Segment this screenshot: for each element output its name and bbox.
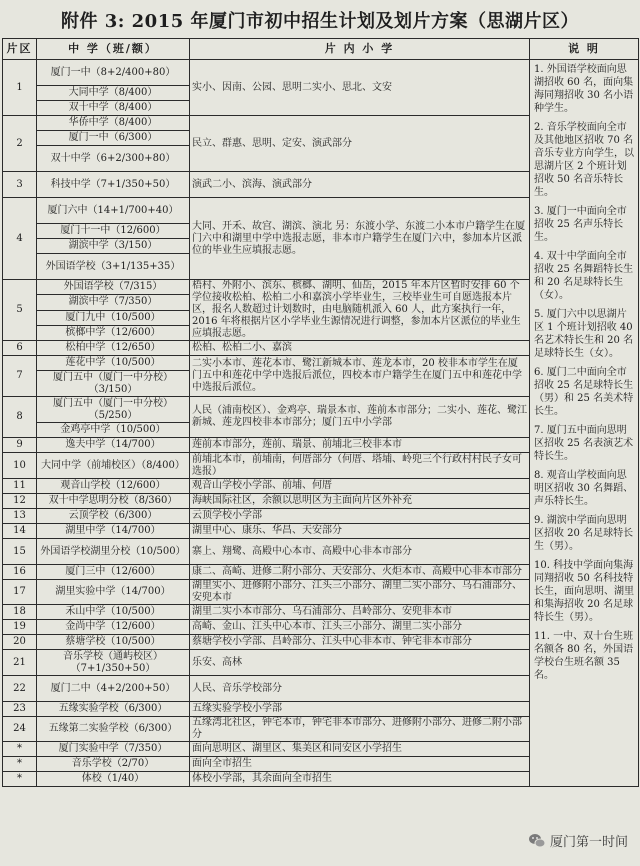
school-cell: 金尚中学（12/600） [37,620,190,635]
school-cell: 外国语学校湖里分校（10/500） [37,539,190,565]
school-cell: 湖里实验中学（14/700） [37,580,190,605]
school-cell: 厦门一中（6/300） [37,131,190,146]
school-cell: 观音山学校（12/600） [37,479,190,494]
school-cell: 科技中学（7+1/350+50） [37,172,190,198]
district-number: 20 [3,635,37,650]
district-number: 7 [3,356,37,397]
school-cell: 双十中学（8/400） [37,101,190,116]
school-cell: 厦门实验中学（7/350） [37,742,190,757]
district-number: 19 [3,620,37,635]
primary-area-cell: 大同、开禾、故宫、湖滨、演北 另：东渡小学、东渡二小本市户籍学生在厦门六中和湖里中学中选报志愿，非本市户籍学生在厦门六中，参加本片区派位的毕业生应填报志愿。 [190,198,530,280]
district-number: 18 [3,605,37,620]
district-number: 9 [3,438,37,453]
school-cell: 云顶学校（6/300） [37,509,190,524]
primary-area-cell: 莲前本市部分，莲前、瑞景、前埔北三校非本市 [190,438,530,453]
district-number: 11 [3,479,37,494]
school-cell: 逸夫中学（14/700） [37,438,190,453]
school-cell: 大同中学（8/400） [37,86,190,101]
note-item: 4. 双十中学面向全市招收 25 名舞蹈特长生和 20 名足球特长生（女）。 [534,251,634,301]
district-number: * [3,772,37,787]
primary-area-cell: 梧村、外附小、滨东、槟榔、湖明、仙岳，2015 年本片区暂时安排 60 个学位接收松柏、松柏二小和嘉滨小学毕业生，三校毕业生可自愿选报本片区，报名人数超过计划数时，由电脑随机派入 60 人，此方案执行一年，2016 年将根据片区小学毕业生源情况进行调整，参加本片区派位的毕业生应填报志愿。 [190,280,530,341]
watermark [524,829,632,852]
school-cell: 厦门六中（14+1/700+40） [37,198,190,224]
district-number: 24 [3,717,37,742]
primary-area-cell: 面向思明区、湖里区、集美区和同安区小学招生 [190,742,530,757]
district-number: 16 [3,565,37,580]
primary-area-cell: 二实小本市、莲花本市、鹭江新城本市、莲龙本市，20 校非本市学生在厦门五中和莲花中学中选报后派位，四校本市户籍学生在厦门五中和莲花中学中选报后派位。 [190,356,530,397]
header-school: 中 学（班/额） [37,39,190,60]
school-cell: 五缘第二实验学校（6/300） [37,717,190,742]
school-cell: 莲花中学（10/500） [37,356,190,371]
note-item: 3. 厦门一中面向全市招收 25 名声乐特长生。 [534,206,627,243]
school-cell: 外国语学校（7/315） [37,280,190,295]
school-cell: 双十中学（6+2/300+80） [37,146,190,172]
school-cell: 体校（1/40） [37,772,190,787]
school-cell: 大同中学（前埔校区）（8/400） [37,453,190,479]
school-cell: 双十中学思明分校（8/360） [37,494,190,509]
district-number: 5 [3,280,37,341]
school-cell: 厦门三中（12/600） [37,565,190,580]
primary-area-cell: 五缘湾北社区，钟宅本市，钟宅非本市部分、进修附小部分、进修二附小部分 [190,717,530,742]
school-cell: 松柏中学（12/650） [37,341,190,356]
primary-area-cell: 松柏、松柏二小、嘉滨 [190,341,530,356]
district-number: 6 [3,341,37,356]
primary-area-cell: 五缘实验学校小学部 [190,702,530,717]
primary-area-cell: 高崎、金山、江头中心本市、江头三小部分、湖里二实小部分 [190,620,530,635]
note-item: 1. 外国语学校面向思湖招收 60 名，面向集海同翔招收 30 名小语种学生。 [534,64,634,114]
note-item: 9. 湖滨中学面向思明区招收 20 名足球特长生（男）。 [534,515,634,552]
table-row [3,60,639,86]
district-number: * [3,757,37,772]
district-number: 22 [3,676,37,702]
header-notes: 说 明 [530,39,639,60]
note-item: 2. 音乐学校面向全市及其他地区招收 70 名音乐专业方向学生，以思湖片区 2 个班计划招收 50 名音乐特长生。 [534,122,634,198]
school-cell: 湖里中学（14/700） [37,524,190,539]
page-title: 附件 3: 2015 年厦门市初中招生计划及划片方案（思湖片区） [60,11,580,32]
school-cell: 五缘实验学校（6/300） [37,702,190,717]
district-number: 13 [3,509,37,524]
primary-area-cell: 实小、因南、公园、思明二实小、思北、文安 [190,60,530,116]
primary-area-cell: 云顶学校小学部 [190,509,530,524]
school-cell: 外国语学校（3+1/135+35） [37,254,190,280]
primary-area-cell: 体校小学部，其余面向全市招生 [190,772,530,787]
enrollment-table [2,38,639,787]
school-cell: 金鸡亭中学（10/500） [37,423,190,438]
primary-area-cell: 人民（浦南校区）、金鸡亭、瑞景本市、莲前本市部分；二实小、莲花、鹭江新城、莲龙四校非本市部分；厦门五中小学部 [190,397,530,438]
school-cell: 华侨中学（8/400） [37,116,190,131]
primary-area-cell: 人民、音乐学校部分 [190,676,530,702]
district-number: 3 [3,172,37,198]
district-number: 12 [3,494,37,509]
table-header-row [3,39,639,60]
note-item: 8. 观音山学校面向思明区招收 30 名舞蹈、声乐特长生。 [534,470,634,507]
school-cell: 湖滨中学（3/150） [37,239,190,254]
district-number: 8 [3,397,37,438]
header-primary: 片 内 小 学 [190,39,530,60]
district-number: 10 [3,453,37,479]
district-number: * [3,742,37,757]
note-item: 11. 一中、双十台生班名额各 80 名，外国语学校台生班名额 35 名。 [534,631,634,681]
district-number: 1 [3,60,37,116]
primary-area-cell: 康二、高崎、进修二附小部分、天安部分、火炬本市、高殿中心非本市部分 [190,565,530,580]
district-number: 21 [3,650,37,676]
primary-area-cell: 湖里实小、进修附小部分、江头三小部分、湖里二实小部分、乌石浦部分、安兜本市 [190,580,530,605]
district-number: 23 [3,702,37,717]
primary-area-cell: 蔡塘学校小学部、吕岭部分、江头中心非本市、钟宅非本市部分 [190,635,530,650]
primary-area-cell: 湖里中心、康乐、华昌、天安部分 [190,524,530,539]
primary-area-cell: 观音山学校小学部、前埔、何厝 [190,479,530,494]
district-number: 2 [3,116,37,172]
note-item: 7. 厦门五中面向思明区招收 25 名表演艺术特长生。 [534,425,634,462]
note-item: 5. 厦门六中以思湖片区 1 个班计划招收 40 名艺术特长生和 20 名足球特长生（女）。 [534,309,634,359]
primary-area-cell: 海峡国际社区，余额以思明区为主面向片区外补充 [190,494,530,509]
school-cell: 禾山中学（10/500） [37,605,190,620]
primary-area-cell: 演武二小、滨海、演武部分 [190,172,530,198]
school-cell: 槟榔中学（12/600） [37,325,190,340]
primary-area-cell: 乐安、高林 [190,650,530,676]
wechat-icon [528,833,546,849]
school-cell: 厦门五中（厦门一中分校）（5/250） [37,397,190,423]
notes-cell [530,60,639,787]
school-cell: 厦门五中（厦门一中分校）（3/150） [37,371,190,397]
primary-area-cell: 面向全市招生 [190,757,530,772]
school-cell: 音乐学校（2/70） [37,757,190,772]
primary-area-cell: 寨上、翔鹭、高殿中心本市、高殿中心非本市部分 [190,539,530,565]
school-cell: 厦门九中（10/500） [37,310,190,325]
district-number: 4 [3,198,37,280]
primary-area-cell: 民立、群惠、思明、定安、演武部分 [190,116,530,172]
school-cell: 厦门二中（4+2/200+50） [37,676,190,702]
note-item: 10. 科技中学面向集海同翔招收 50 名科技特长生，面向思明、湖里和集海招收 20 名足球特长生（男）。 [534,560,634,623]
school-cell: 湖滨中学（7/350） [37,295,190,310]
district-number: 17 [3,580,37,605]
school-cell: 音乐学校（通屿校区）（7+1/350+50） [37,650,190,676]
watermark-text: 厦门第一时间 [549,835,628,850]
note-item: 6. 厦门二中面向全市招收 25 名足球特长生（男）和 25 名美术特长生。 [534,367,634,417]
header-district: 片区 [3,39,37,60]
primary-area-cell: 前埔北本市，前埔南，何厝部分（何厝、塔埔、岭兜三个行政村村民子女可选报） [190,453,530,479]
district-number: 15 [3,539,37,565]
primary-area-cell: 湖里二实小本市部分、乌石浦部分、吕岭部分、安兜非本市 [190,605,530,620]
school-cell: 厦门十一中（12/600） [37,224,190,239]
district-number: 14 [3,524,37,539]
school-cell: 厦门一中（8+2/400+80） [37,60,190,86]
school-cell: 蔡塘学校（10/500） [37,635,190,650]
